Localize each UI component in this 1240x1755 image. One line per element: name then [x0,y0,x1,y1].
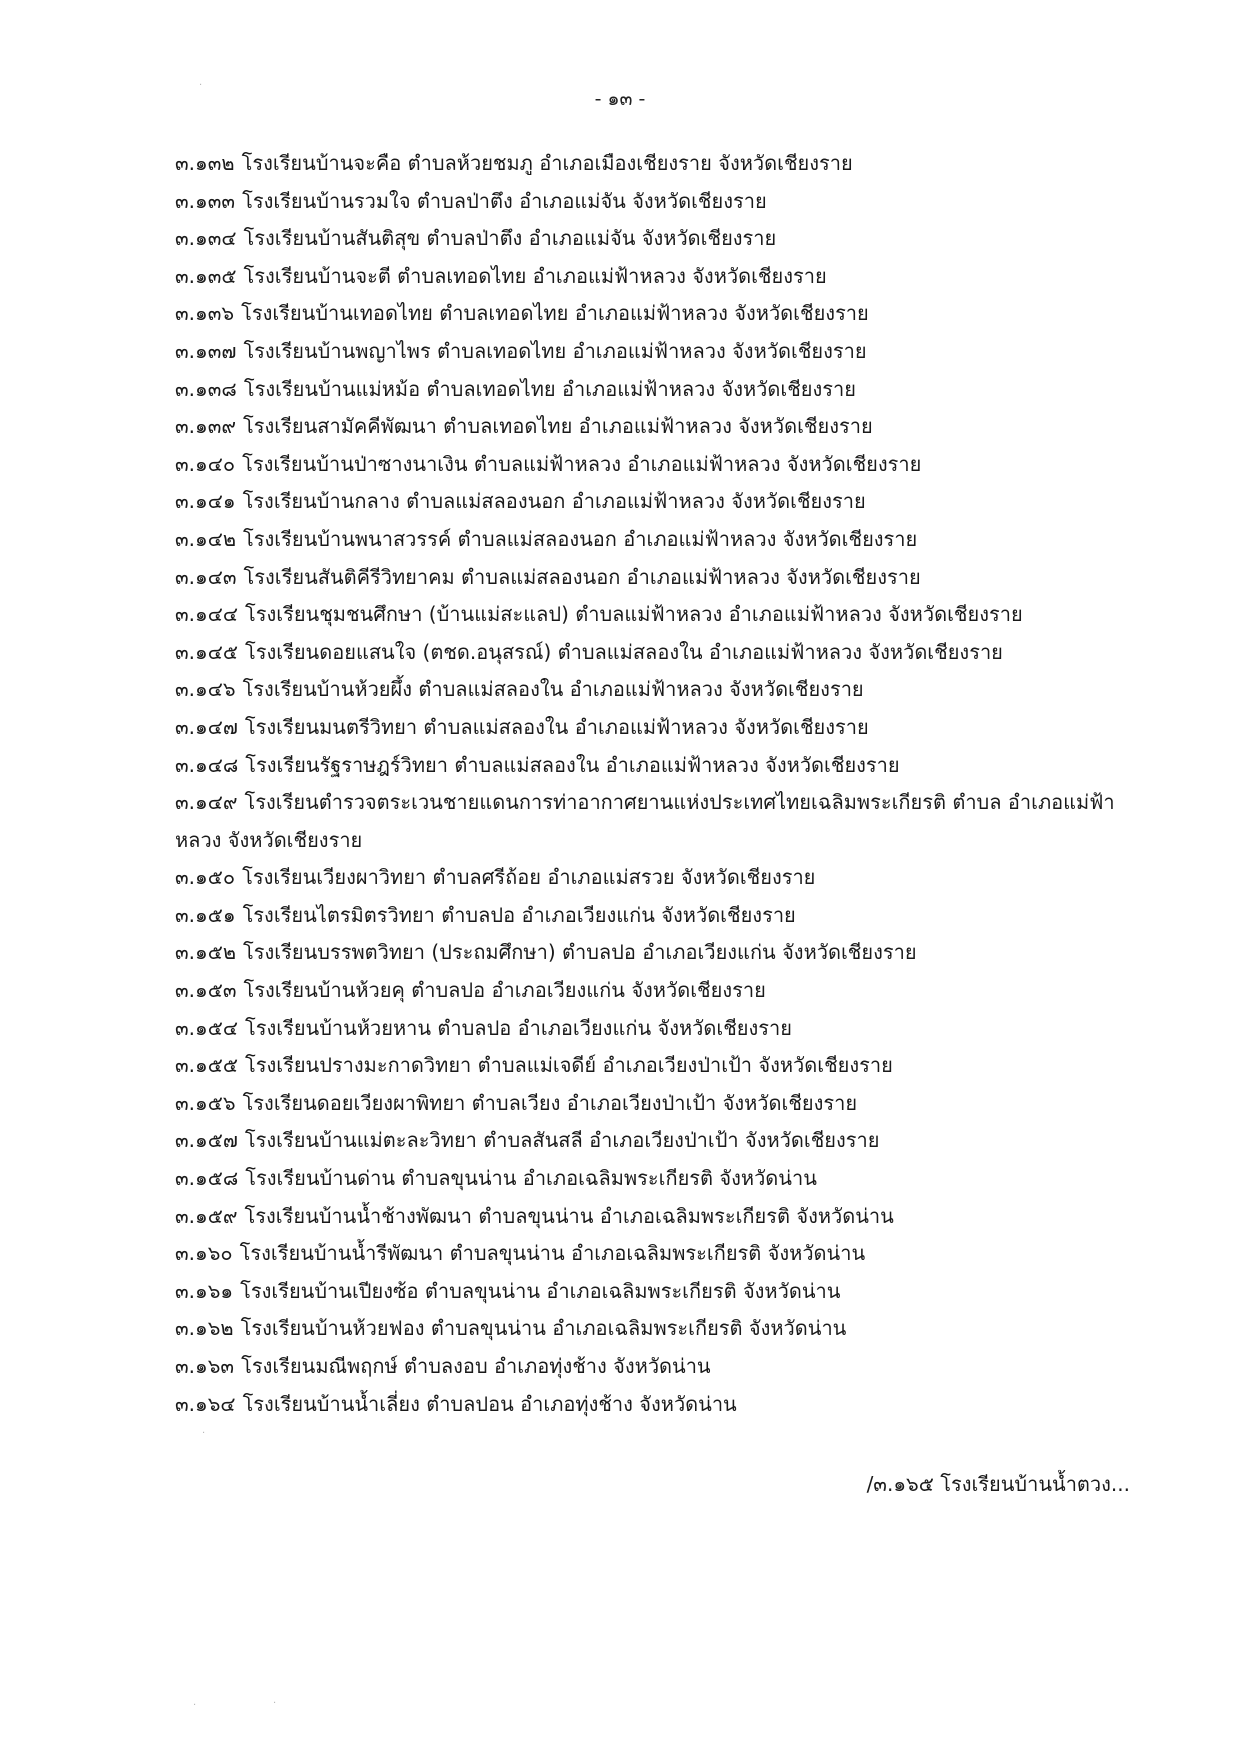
item-text: โรงเรียนบ้านน้ำรีพัฒนา ตำบลขุนน่าน อำเภอเฉลิมพระเกียรติ จังหวัดน่าน [239,1241,866,1266]
item-text: โรงเรียนบ้านเปียงซ้อ ตำบลขุนน่าน อำเภอเฉลิมพระเกียรติ จังหวัดน่าน [240,1278,841,1303]
list-item [175,446,1135,484]
item-text: โรงเรียนดอยเวียงผาพิทยา ตำบลเวียง อำเภอเวียงป่าเป้า จังหวัดเชียงราย [242,1090,858,1115]
item-text: โรงเรียนบ้านแม่ตะละวิทยา ตำบลสันสลี อำเภอเวียงป่าเป้า จังหวัดเชียงราย [244,1128,880,1153]
item-text: โรงเรียนบ้านพนาสวรรค์ ตำบลแม่สลองนอก อำเภอแม่ฟ้าหลวง จังหวัดเชียงราย [243,526,918,551]
item-text: โรงเรียนบ้านน้ำช้างพัฒนา ตำบลขุนน่าน อำเภอเฉลิมพระเกียรติ จังหวัดน่าน [244,1203,894,1228]
item-number: ๓.๑๖๐ [175,1241,233,1266]
list-item [175,220,1135,258]
item-number: ๓.๑๕๔ [175,1015,238,1040]
item-number: ๓.๑๔๑ [175,489,236,514]
list-item [175,596,1135,634]
item-number: ๓.๑๖๓ [175,1354,235,1378]
list-item [175,371,1135,409]
item-number: ๓.๑๕๖ [175,1090,236,1115]
list-item [175,1386,1135,1424]
list-item [175,1122,1135,1160]
item-text: โรงเรียนบ้านน้ำเลี่ยง ตำบลปอน อำเภอทุ่งช้าง จังหวัดน่าน [242,1391,737,1416]
scan-speck: · [273,1698,277,1709]
item-number: ๓.๑๓๕ [175,263,237,288]
item-number: ๓.๑๕๐ [175,865,236,890]
item-text: โรงเรียนบ้านห้วยหาน ตำบลปอ อำเภอเวียงแก่น จังหวัดเชียงราย [245,1015,792,1040]
item-text: โรงเรียนบ้านด่าน ตำบลขุนน่าน อำเภอเฉลิมพระเกียรติ จังหวัดน่าน [245,1166,817,1191]
list-item [175,709,1135,747]
list-item [175,1160,1135,1198]
list-item [175,859,1135,897]
item-number: ๓.๑๖๑ [175,1278,234,1303]
item-number: ๓.๑๔๗ [175,714,238,739]
item-number: ๓.๑๖๒ [175,1316,234,1341]
item-number: ๓.๑๖๔ [175,1391,236,1416]
item-number: ๓.๑๓๗ [175,338,237,363]
item-text: โรงเรียนมนตรีวิทยา ตำบลแม่สลองใน อำเภอแม่ฟ้าหลวง จังหวัดเชียงราย [244,714,869,739]
list-item [175,408,1135,446]
list-item [175,333,1135,371]
list-item [175,1198,1135,1236]
item-number: ๓.๑๕๘ [175,1166,239,1191]
item-number: ๓.๑๔๔ [175,602,238,627]
item-text: โรงเรียนบ้านพญาไพร ตำบลเทอดไทย อำเภอแม่ฟ้าหลวง จังหวัดเชียงราย [243,338,867,363]
item-text: โรงเรียนชุมชนศึกษา (บ้านแม่สะแลป) ตำบลแม่ฟ้าหลวง อำเภอแม่ฟ้าหลวง จังหวัดเชียงราย [245,602,1023,627]
item-text: โรงเรียนบ้านรวมใจ ตำบลป่าตึง อำเภอแม่จัน จังหวัดเชียงราย [242,188,767,213]
item-number: ๓.๑๓๓ [175,188,236,213]
list-item [175,145,1135,183]
item-number: ๓.๑๓๔ [175,226,237,251]
list-item [175,1010,1135,1048]
list-item [175,671,1135,709]
list-item [175,784,1135,859]
item-number: ๓.๑๓๒ [175,151,235,175]
item-text: โรงเรียนไตรมิตรวิทยา ตำบลปอ อำเภอเวียงแก่น จังหวัดเชียงราย [242,902,796,927]
item-number: ๓.๑๕๙ [175,1203,238,1228]
list-item [175,183,1135,221]
item-text: โรงเรียนบ้านแม่หม้อ ตำบลเทอดไทย อำเภอแม่ฟ้าหลวง จังหวัดเชียงราย [243,376,856,401]
item-text: โรงเรียนสามัคคีพัฒนา ตำบลเทอดไทย อำเภอแม่ฟ้าหลวง จังหวัดเชียงราย [243,414,873,439]
list-item [175,634,1135,672]
list-item [175,934,1135,972]
scan-speck: · [199,80,203,91]
item-text: โรงเรียนบ้านห้วยฟอง ตำบลขุนน่าน อำเภอเฉลิมพระเกียรติ จังหวัดน่าน [240,1316,847,1341]
list-item [175,559,1135,597]
item-text: โรงเรียนปรางมะกาดวิทยา ตำบลแม่เจดีย์ อำเภอเวียงป่าเป้า จังหวัดเชียงราย [245,1053,893,1078]
item-text: โรงเรียนรัฐราษฎร์วิทยา ตำบลแม่สลองใน อำเภอแม่ฟ้าหลวง จังหวัดเชียงราย [245,752,900,777]
list-item [175,747,1135,785]
list-item [175,521,1135,559]
item-number: ๓.๑๔๓ [175,564,237,589]
item-text: โรงเรียนบ้านจะตี ตำบลเทอดไทย อำเภอแม่ฟ้าหลวง จังหวัดเชียงราย [243,263,827,288]
list-item [175,1348,1135,1386]
continuation-note: /๓.๑๖๕ โรงเรียนบ้านน้ำตวง... [866,1472,1130,1496]
item-number: ๓.๑๔๖ [175,677,236,702]
item-text: โรงเรียนบ้านสันติสุข ตำบลป่าตึง อำเภอแม่จัน จังหวัดเชียงราย [243,226,777,251]
item-number: ๓.๑๓๘ [175,376,237,401]
list-item [175,1047,1135,1085]
item-text: โรงเรียนบ้านห้วยผึ้ง ตำบลแม่สลองใน อำเภอแม่ฟ้าหลวง จังหวัดเชียงราย [242,677,864,702]
item-text: โรงเรียนมณีพฤกษ์ ตำบลงอบ อำเภอทุ่งช้าง จังหวัดน่าน [241,1354,711,1378]
item-number: ๓.๑๔๐ [175,451,236,476]
item-number: ๓.๑๔๙ [175,790,238,815]
scan-speck: · [193,1700,197,1711]
item-number: ๓.๑๔๕ [175,639,238,664]
item-number: ๓.๑๕๕ [175,1053,238,1078]
item-number: ๓.๑๓๖ [175,301,235,326]
school-list [175,145,1135,1423]
item-text: โรงเรียนบ้านกลาง ตำบลแม่สลองนอก อำเภอแม่ฟ้าหลวง จังหวัดเชียงราย [242,489,866,514]
item-text: โรงเรียนบ้านจะคือ ตำบลห้วยชมภู อำเภอเมืองเชียงราย จังหวัดเชียงราย [241,151,853,175]
item-number: ๓.๑๕๒ [175,940,237,965]
item-number: ๓.๑๔๒ [175,526,237,551]
item-number: ๓.๑๕๑ [175,902,236,927]
item-text: โรงเรียนบ้านป่าซางนาเงิน ตำบลแม่ฟ้าหลวง อำเภอแม่ฟ้าหลวง จังหวัดเชียงราย [242,451,922,476]
list-item [175,258,1135,296]
item-text: โรงเรียนบรรพตวิทยา (ประถมศึกษา) ตำบลปอ อำเภอเวียงแก่น จังหวัดเชียงราย [243,940,917,965]
item-text: โรงเรียนดอยแสนใจ (ตชด.อนุสรณ์) ตำบลแม่สลองใน อำเภอแม่ฟ้าหลวง จังหวัดเชียงราย [245,639,1003,664]
item-number: ๓.๑๕๓ [175,978,237,1003]
list-item [175,1235,1135,1273]
item-number: ๓.๑๕๗ [175,1128,238,1153]
item-text: โรงเรียนบ้านห้วยคุ ตำบลปอ อำเภอเวียงแก่น จังหวัดเชียงราย [243,978,766,1003]
list-item [175,1273,1135,1311]
list-item [175,295,1135,333]
item-number: ๓.๑๓๙ [175,414,237,439]
item-text: โรงเรียนบ้านเทอดไทย ตำบลเทอดไทย อำเภอแม่ฟ้าหลวง จังหวัดเชียงราย [241,301,869,326]
item-text: โรงเรียนเวียงผาวิทยา ตำบลศรีถ้อย อำเภอแม่สรวย จังหวัดเชียงราย [242,865,816,890]
list-item [175,897,1135,935]
item-number: ๓.๑๔๘ [175,752,239,777]
list-item [175,972,1135,1010]
list-item [175,1085,1135,1123]
list-item [175,483,1135,521]
scan-speck: · [202,1428,206,1439]
item-text: โรงเรียนตำรวจตระเวนชายแดนการท่าอากาศยานแห่งประเทศไทยเฉลิมพระเกียรติ ตำบล อำเภอแม่ฟ้าหลวง จังหวัดเชียงราย [175,790,1115,852]
item-text: โรงเรียนสันติคีรีวิทยาคม ตำบลแม่สลองนอก อำเภอแม่ฟ้าหลวง จังหวัดเชียงราย [243,564,921,589]
page-number: - ๑๓ - [594,88,646,110]
list-item [175,1310,1135,1348]
